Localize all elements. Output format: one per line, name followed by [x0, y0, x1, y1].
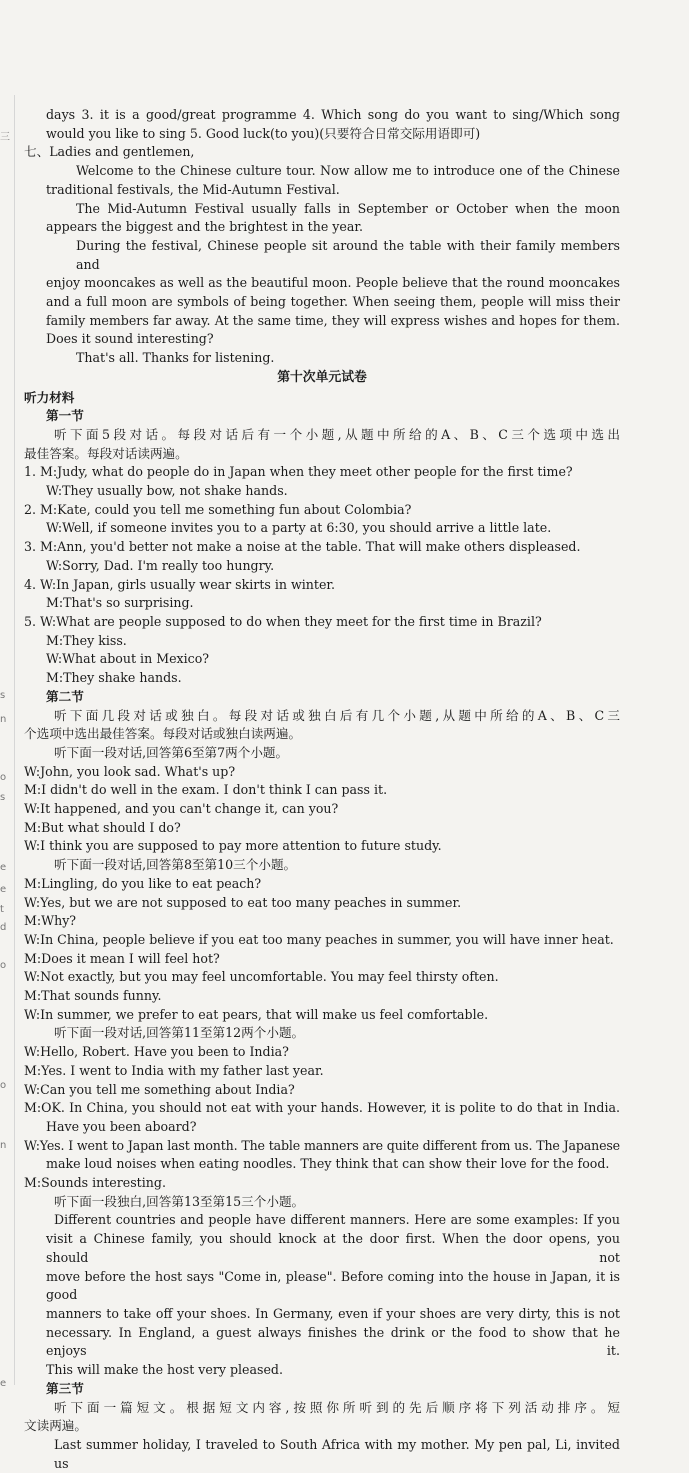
left-margin-marks	[0, 0, 14, 1466]
margin-mark: e	[0, 1378, 7, 1389]
passage-last-line: Last summer holiday, I traveled to South Africa with my mother. My pen pal, Li, invited us	[54, 1436, 620, 1471]
dialogue-line: M:That's so surprising.	[46, 595, 194, 611]
dialogue-intro: 听下面一段对话,回答第8至第10三个小题。	[54, 857, 297, 873]
monologue-line: move before the host says "Come in, please". Before coming into the house in Japan, it is good	[46, 1268, 620, 1303]
margin-mark: d	[0, 922, 7, 933]
passage-line-9: Does it sound interesting?	[46, 331, 214, 347]
part-three-instruction-1: 听下面一篇短文。根据短文内容,按照你所听到的先后顺序将下列活动排序。短	[54, 1399, 620, 1415]
dialogue-line: M:Why?	[24, 913, 77, 929]
part-one-instruction-1: 听下面5段对话。每段对话后有一个小题,从题中所给的A、B、C三个选项中选出	[54, 426, 620, 442]
monologue-line: This will make the host very pleased.	[46, 1362, 283, 1378]
dialogue-line: W:Yes, but we are not supposed to eat too many peaches in summer.	[24, 894, 462, 910]
margin-mark: e	[0, 862, 7, 873]
dialogue-line: W:It happened, and you can't change it, can you?	[24, 801, 339, 817]
dialogue-intro: 听下面一段对话,回答第11至第12两个小题。	[54, 1025, 305, 1041]
dialogue-line: W:Hello, Robert. Have you been to India?	[24, 1044, 289, 1060]
dialogue-line: 1. M:Judy, what do people do in Japan when they meet other people for the first time?	[24, 464, 573, 480]
passage-line-2: traditional festivals, the Mid-Autumn Festival.	[46, 181, 340, 197]
margin-mark: e	[0, 884, 7, 895]
dialogue-line: W:Well, if someone invites you to a party at 6:30, you should arrive a little late.	[46, 520, 552, 536]
part-one-heading: 第一节	[46, 408, 84, 424]
monologue-line: Different countries and people have different manners. Here are some examples: If you	[54, 1212, 620, 1228]
passage-line-8: family members far away. At the same time, they will express wishes and hopes for them.	[46, 312, 620, 328]
part-three-heading: 第三节	[46, 1380, 84, 1396]
passage-line-1: Welcome to the Chinese culture tour. Now allow me to introduce one of the Chinese	[76, 163, 620, 179]
dialogue-line: W:Can you tell me something about India?	[24, 1081, 295, 1097]
page-content	[24, 106, 620, 1473]
dialogue-line: Have you been aboard?	[46, 1118, 197, 1134]
dialogue-line: W:Not exactly, but you may feel uncomfortable. You may feel thirsty often.	[24, 969, 499, 985]
margin-mark: s	[0, 690, 6, 701]
monologue-intro: 听下面一段独白,回答第13至第15三个小题。	[54, 1193, 305, 1209]
dialogue-intro: 听下面一段对话,回答第6至第7两个小题。	[54, 744, 289, 760]
margin-rule	[14, 95, 15, 1385]
margin-mark: n	[0, 714, 7, 725]
monologue-line: manners to take off your shoes. In Germany, even if your shoes are very dirty, this is not	[46, 1306, 620, 1321]
margin-mark: t	[0, 904, 4, 915]
dialogue-line: M:I didn't do well in the exam. I don't think I can pass it.	[24, 782, 388, 798]
answer-line-2: would you like to sing 5. Good luck(to you)(只要符合日常交际用语即可)	[46, 125, 481, 141]
dialogue-line: W:I think you are supposed to pay more attention to future study.	[24, 838, 442, 854]
dialogue-line: M:OK. In China, you should not eat with your hands. However, it is polite to do that in India.	[24, 1100, 620, 1116]
dialogue-line: 5. W:What are people supposed to do when they meet for the first time in Brazil?	[24, 613, 542, 629]
dialogue-line: M:Yes. I went to India with my father last year.	[24, 1062, 324, 1078]
dialogue-line: W:They usually bow, not shake hands.	[46, 483, 288, 499]
dialogue-line: M:They kiss.	[46, 632, 127, 648]
dialogue-line: M:Lingling, do you like to eat peach?	[24, 875, 262, 891]
margin-mark: o	[0, 960, 7, 971]
part-two-instruction-1: 听下面几段对话或独白。每段对话或独白后有几个小题,从题中所给的A、B、C三	[54, 707, 620, 723]
margin-mark: o	[0, 1080, 7, 1091]
dialogue-line: W:John, you look sad. What's up?	[24, 763, 236, 779]
dialogue-line: 3. M:Ann, you'd better not make a noise at the table. That will make others displeased.	[24, 539, 581, 555]
unit-ten-title: 第十次单元试卷	[277, 369, 367, 385]
dialogue-line: 4. W:In Japan, girls usually wear skirts in winter.	[24, 576, 336, 592]
dialogue-line: W:What about in Mexico?	[46, 651, 210, 667]
dialogue-line: M:They shake hands.	[46, 670, 182, 686]
dialogue-line: M:But what should I do?	[24, 819, 181, 835]
monologue-line: necessary. In England, a guest always finishes the drink or the food to show that he enjoys it.	[46, 1324, 620, 1359]
dialogue-line: W:In China, people believe if you eat too many peaches in summer, you will have inner heat.	[24, 931, 614, 947]
margin-mark: 三	[0, 132, 10, 143]
dialogue-line: W:Yes. I went to Japan last month. The table manners are quite different from us. The Japanese	[24, 1137, 620, 1153]
passage-line-10: That's all. Thanks for listening.	[76, 350, 275, 366]
monologue-line: visit a Chinese family, you should knock at the door first. When the door opens, you should not	[46, 1231, 620, 1265]
section-seven-line: 七、Ladies and gentlemen,	[24, 144, 195, 160]
answer-line-1: days 3. it is a good/great programme 4. Which song do you want to sing/Which song	[46, 107, 620, 122]
dialogue-line: W:In summer, we prefer to eat pears, that will make us feel comfortable.	[24, 1006, 489, 1022]
dialogue-line: M:Sounds interesting.	[24, 1175, 166, 1191]
margin-mark: o	[0, 772, 7, 783]
passage-line-6: enjoy mooncakes as well as the beautiful moon. People believe that the round mooncakes	[46, 275, 620, 291]
margin-mark: s	[0, 792, 6, 803]
part-one-instruction-2: 最佳答案。每段对话读两遍。	[24, 445, 188, 461]
passage-line-5: During the festival, Chinese people sit around the table with their family members and	[76, 237, 620, 272]
listening-material-heading: 听力材料	[24, 389, 75, 405]
passage-line-4: appears the biggest and the brightest in the year.	[46, 219, 364, 235]
dialogue-line: M:That sounds funny.	[24, 988, 162, 1004]
dialogue-line: M:Does it mean I will feel hot?	[24, 950, 220, 966]
dialogue-line: 2. M:Kate, could you tell me something fun about Colombia?	[24, 501, 412, 517]
passage-line-7: and a full moon are symbols of being together. When seeing them, people will miss their	[46, 294, 620, 310]
margin-mark: n	[0, 1140, 7, 1151]
dialogue-line: W:Sorry, Dad. I'm really too hungry.	[46, 557, 275, 573]
dialogue-line: make loud noises when eating noodles. They think that can show their love for the food.	[46, 1156, 610, 1172]
passage-line-3: The Mid-Autumn Festival usually falls in September or October when the moon	[76, 200, 620, 216]
part-two-heading: 第二节	[46, 688, 84, 704]
part-three-instruction-2: 文读两遍。	[24, 1418, 87, 1434]
part-two-instruction-2: 个选项中选出最佳答案。每段对话或独白读两遍。	[24, 726, 302, 742]
